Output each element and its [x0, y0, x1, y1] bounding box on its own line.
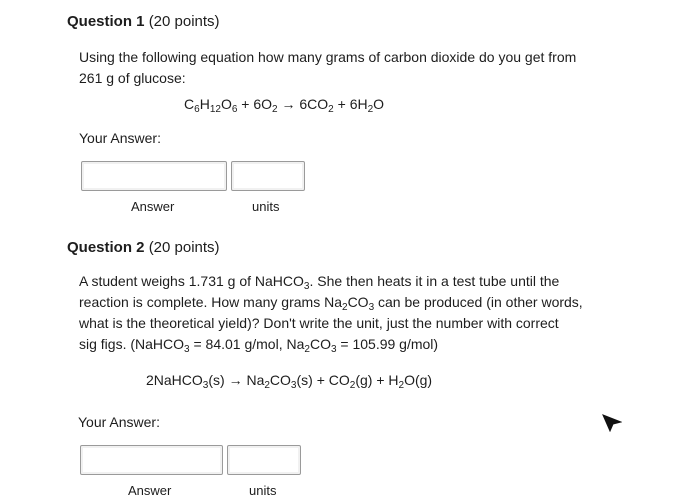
question-1-line-2: 261 g of glucose: [79, 70, 186, 86]
prompt-text: A student weighs 1.731 g of NaHCO [79, 273, 304, 289]
eq-text: O(g) [404, 372, 433, 388]
question-2-line-1 [79, 271, 689, 292]
question-2-answer-caption: Answer [128, 483, 172, 498]
eq-sub: 2 [328, 104, 334, 115]
eq-sub: 6 [194, 104, 200, 115]
eq-sub: 6 [231, 104, 238, 115]
question-2-prompt [79, 271, 689, 355]
eq-sub: 2 [398, 380, 405, 391]
eq-sub: 2 [264, 380, 270, 391]
mouse-pointer-icon [602, 414, 622, 432]
question-2-answer-input[interactable] [80, 445, 223, 475]
eq-text: (s) + CO [296, 372, 350, 388]
prompt-sub: 3 [303, 281, 310, 292]
prompt-text: can be produced (in other words, [374, 294, 583, 310]
prompt-text: CO [347, 294, 369, 310]
question-2-line-4 [79, 334, 689, 355]
question-1-answer-input[interactable] [81, 161, 227, 191]
eq-sub: 12 [209, 104, 221, 115]
eq-text: CO [269, 372, 291, 388]
prompt-sub: 2 [342, 302, 348, 313]
question-2-your-answer-label: Your Answer: [78, 414, 160, 430]
eq-text: H [199, 96, 210, 112]
eq-text: (g) + H [355, 372, 399, 388]
question-1-your-answer-label: Your Answer: [79, 130, 161, 146]
prompt-text: CO [309, 336, 331, 352]
prompt-text: reaction is complete. How many grams Na [79, 294, 342, 310]
question-2-line-3: what is the theoretical yield)? Don't write the unit, just the number with correct [79, 315, 559, 331]
eq-sub: 2 [272, 104, 278, 115]
question-1-prompt [79, 47, 679, 89]
eq-sub: 2 [349, 380, 356, 391]
question-2-heading [67, 239, 220, 256]
eq-text: C [184, 96, 195, 112]
question-1-units-input[interactable] [231, 161, 305, 191]
eq-text: O [220, 96, 232, 112]
eq-text: (s) → Na [208, 372, 265, 388]
question-2-points: (20 points) [148, 239, 220, 256]
eq-text: + 6H [333, 96, 368, 112]
question-1-title: Question 1 [67, 13, 145, 30]
question-1-answer-caption: Answer [131, 199, 175, 214]
question-1-units-caption: units [252, 199, 280, 214]
prompt-text: = 84.01 g/mol, Na [189, 336, 305, 352]
prompt-text: . She then heats it in a test tube until the [309, 273, 560, 289]
prompt-sub: 3 [184, 344, 190, 355]
eq-sub: 3 [202, 380, 209, 391]
prompt-sub: 2 [304, 344, 310, 355]
question-2-units-input[interactable] [227, 445, 301, 475]
question-1-heading [67, 13, 220, 30]
question-2-units-caption: units [249, 483, 277, 498]
eq-text: → 6CO [277, 96, 329, 112]
eq-sub: 3 [290, 380, 297, 391]
prompt-sub: 3 [330, 344, 337, 355]
question-1-points: (20 points) [148, 13, 220, 30]
question-2-title: Question 2 [67, 239, 145, 256]
eq-text: + 6O [237, 96, 273, 112]
question-1-line-1: Using the following equation how many grams of carbon dioxide do you get from [79, 49, 577, 65]
question-1-equation [184, 96, 385, 115]
eq-sub: 2 [367, 104, 374, 115]
prompt-text: sig figs. (NaHCO [79, 336, 185, 352]
prompt-text: = 105.99 g/mol) [336, 336, 439, 352]
question-2-equation [146, 372, 433, 391]
question-2-line-2 [79, 292, 689, 313]
eq-text: O [373, 96, 385, 112]
prompt-sub: 3 [368, 302, 375, 313]
eq-text: 2NaHCO [146, 372, 203, 388]
